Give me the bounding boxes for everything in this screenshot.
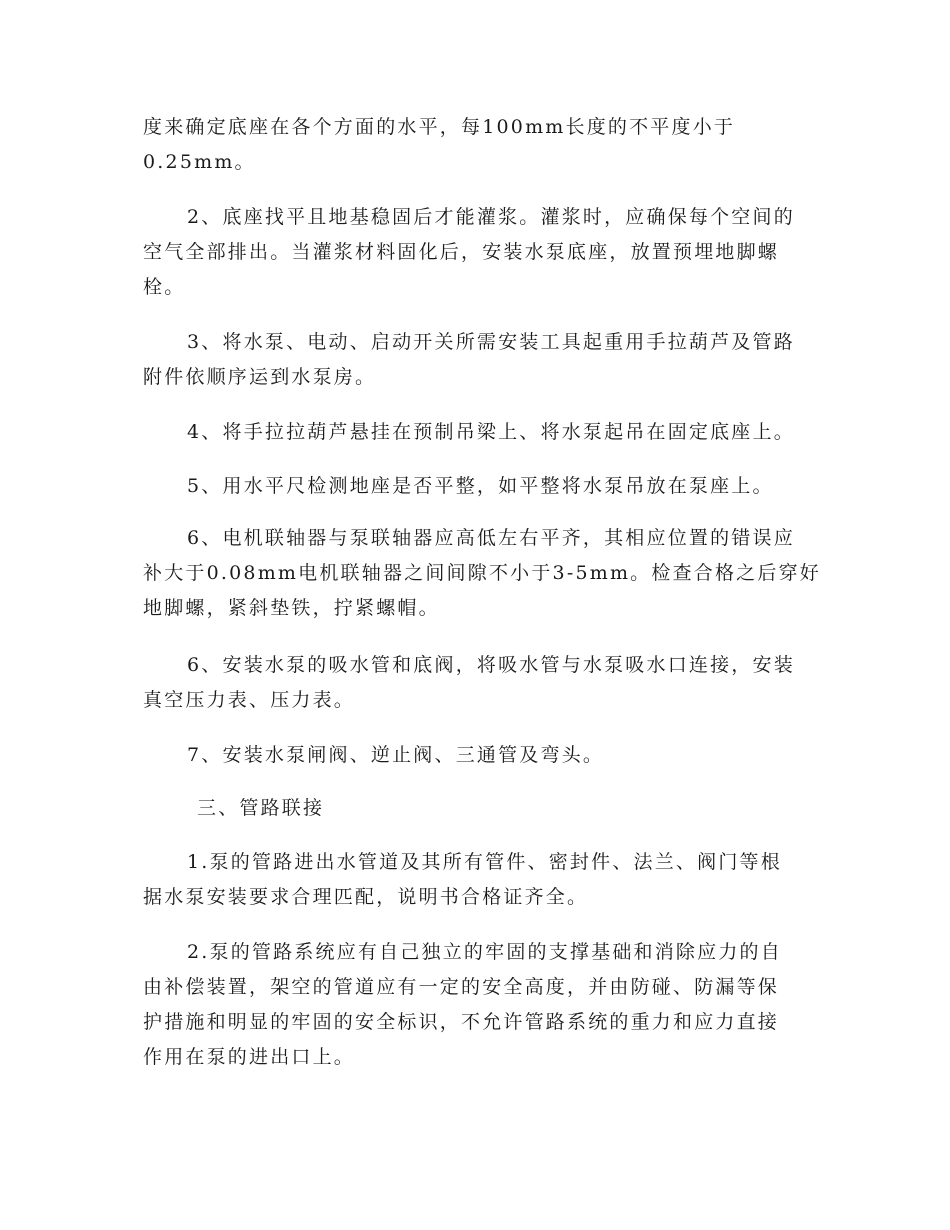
section-heading: 三、管路联接: [197, 797, 325, 819]
text-line: 据水泵安装要求合理匹配，说明书合格证齐全。: [143, 886, 589, 908]
text-line: 真空压力表、压力表。: [143, 689, 356, 711]
paragraph-7-line: 7、安装水泵闸阀、逆止阀、三通管及弯头。: [187, 744, 605, 766]
text-line: 地脚螺，紧斜垫铁，拧紧螺帽。: [143, 597, 440, 619]
text-line: 附件依顺序运到水泵房。: [143, 366, 377, 388]
paragraph-p2-line: 2.泵的管路系统应有自己独立的牢固的支撑基础和消除应力的自: [187, 941, 782, 963]
text-line: 护措施和明显的牢固的安全标识，不允许管路系统的重力和应力直接: [143, 1011, 780, 1033]
text-line: 空气全部排出。当灌浆材料固化后，安装水泵底座，放置预埋地脚螺: [143, 241, 780, 263]
text-line: 作用在泵的进出口上。: [143, 1046, 356, 1068]
paragraph-2-line: 2、底座找平且地基稳固后才能灌浆。灌浆时，应确保每个空间的: [187, 206, 795, 228]
text-line: 补大于0.08mm电机联轴器之间间隙不小于3-5mm。检查合格之后穿好: [143, 562, 821, 584]
paragraph-6-line: 6、电机联轴器与泵联轴器应高低左右平齐，其相应位置的错误应: [187, 527, 795, 549]
paragraph-5-line: 5、用水平尺检测地座是否平整，如平整将水泵吊放在泵座上。: [187, 475, 774, 497]
paragraph-4-line: 4、将手拉拉葫芦悬挂在预制吊梁上、将水泵起吊在固定底座上。: [187, 421, 795, 443]
text-line: 栓。: [143, 276, 186, 298]
text-line: 0.25mm。: [143, 151, 256, 173]
paragraph-p1-line: 1.泵的管路进出水管道及其所有管件、密封件、法兰、阀门等根: [187, 851, 782, 873]
text-line: 由补偿装置，架空的管道应有一定的安全高度，并由防碰、防漏等保: [143, 976, 780, 998]
paragraph-3-line: 3、将水泵、电动、启动开关所需安装工具起重用手拉葫芦及管路: [187, 331, 795, 353]
text-line: 度来确定底座在各个方面的水平，每100mm长度的不平度小于: [143, 116, 736, 138]
paragraph-6b-line: 6、安装水泵的吸水管和底阀，将吸水管与水泵吸水口连接，安装: [187, 654, 795, 676]
